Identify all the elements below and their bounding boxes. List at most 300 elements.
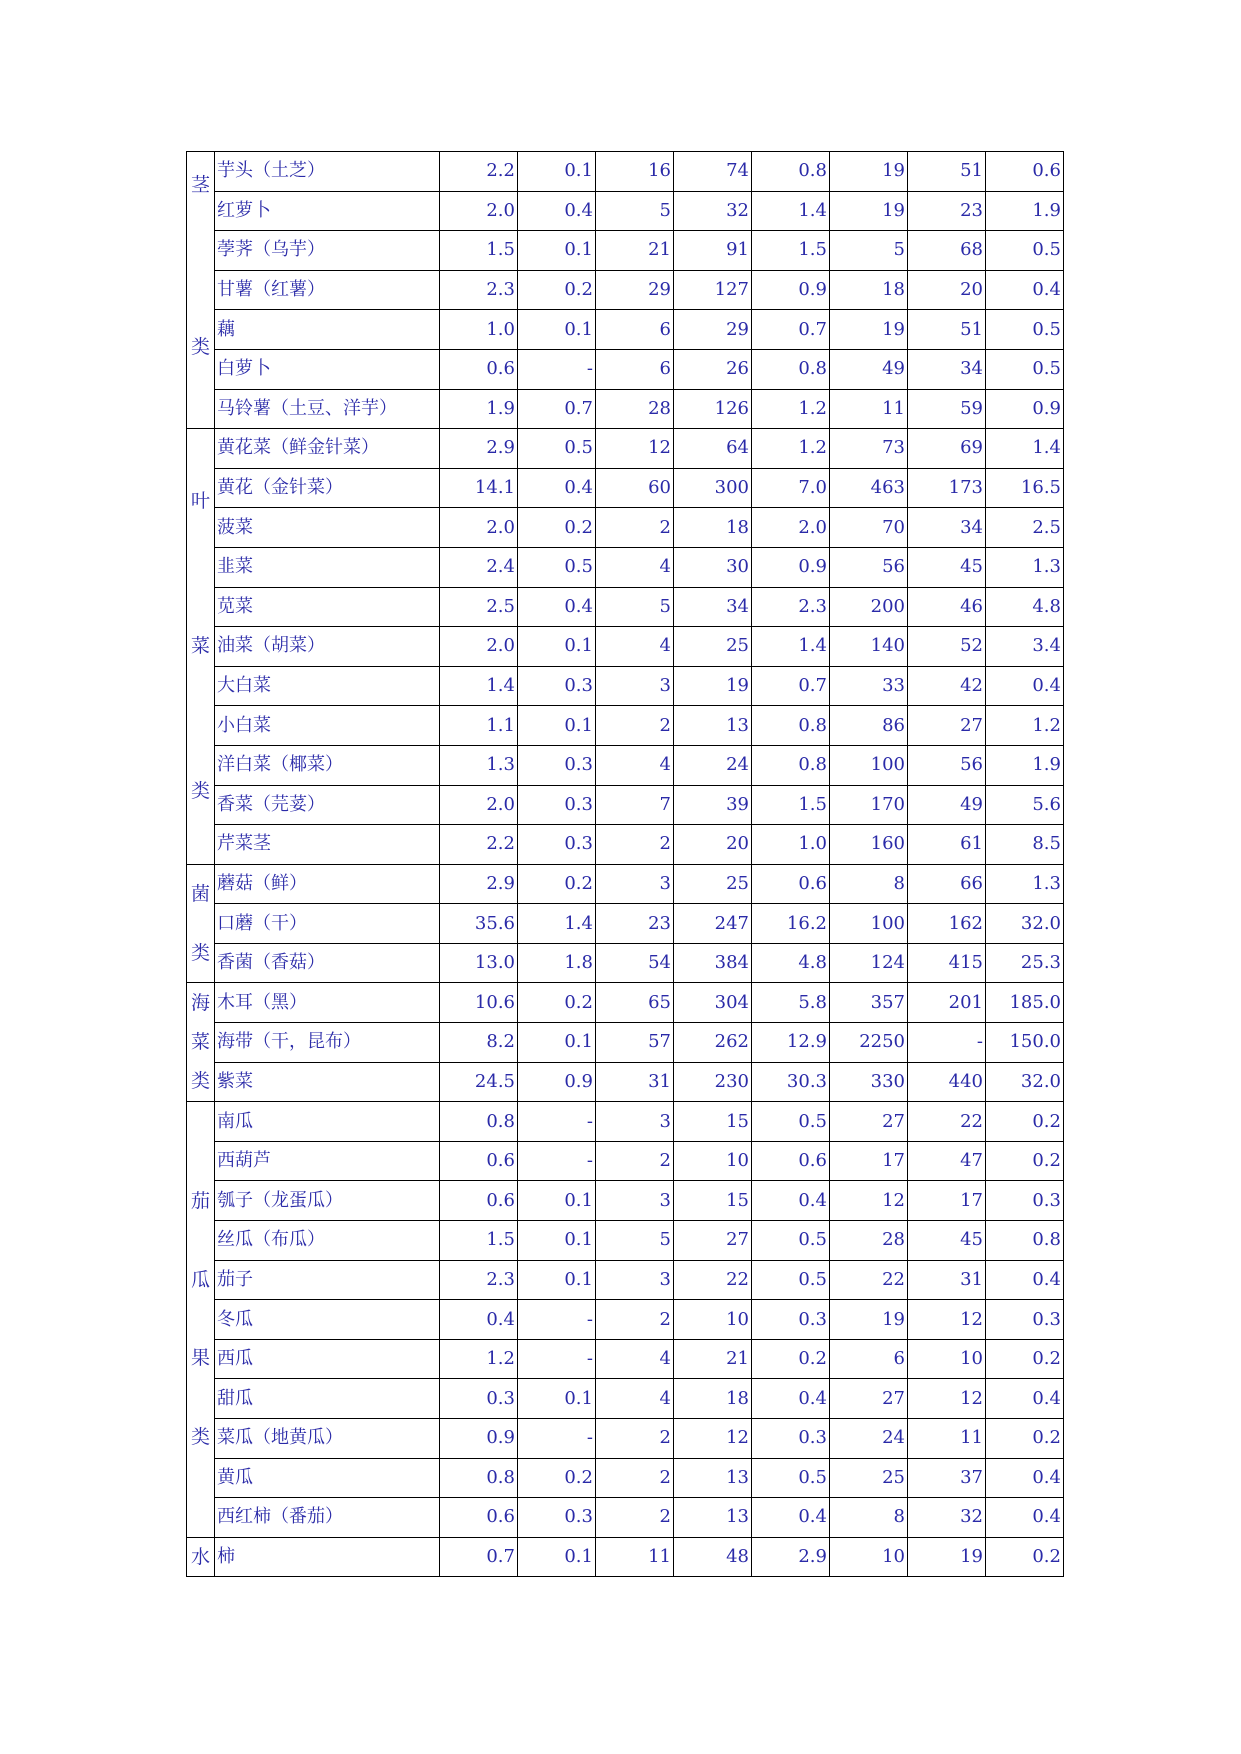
value-cell: 0.1: [518, 1379, 596, 1419]
value-cell: 162: [908, 904, 986, 944]
value-cell: 0.6: [440, 349, 518, 389]
category-char: 菜: [190, 1030, 210, 1053]
value-cell: 64: [674, 429, 752, 469]
value-cell: 2.3: [440, 270, 518, 310]
food-name-cell: 甜瓜: [215, 1379, 440, 1419]
value-cell: 1.3: [986, 547, 1064, 587]
category-char: 瓜: [190, 1268, 210, 1291]
value-cell: 24: [830, 1419, 908, 1459]
food-name-cell: 马铃薯（土豆、洋芋）: [215, 389, 440, 429]
category-label: [189, 865, 212, 983]
table-row: [187, 864, 1064, 904]
value-cell: 19: [908, 1537, 986, 1577]
value-cell: 5: [596, 1221, 674, 1261]
value-cell: 4.8: [752, 943, 830, 983]
value-cell: 300: [674, 468, 752, 508]
category-char: 类: [190, 335, 210, 358]
category-char: 叶: [190, 490, 210, 513]
value-cell: 11: [908, 1419, 986, 1459]
value-cell: 0.1: [518, 310, 596, 350]
value-cell: 3: [596, 1260, 674, 1300]
value-cell: 17: [908, 1181, 986, 1221]
value-cell: 37: [908, 1458, 986, 1498]
value-cell: 0.2: [518, 508, 596, 548]
food-name-cell: 小白菜: [215, 706, 440, 746]
table-row: [187, 1260, 1064, 1300]
food-name-cell: 韭菜: [215, 547, 440, 587]
value-cell: 27: [830, 1102, 908, 1142]
value-cell: 0.4: [518, 468, 596, 508]
value-cell: 66: [908, 864, 986, 904]
value-cell: 3: [596, 864, 674, 904]
category-label: [189, 429, 212, 864]
value-cell: 32: [908, 1498, 986, 1538]
value-cell: 0.8: [752, 706, 830, 746]
food-name-cell: 大白菜: [215, 666, 440, 706]
value-cell: 0.6: [440, 1141, 518, 1181]
value-cell: -: [518, 1300, 596, 1340]
value-cell: 30.3: [752, 1062, 830, 1102]
table-row: [187, 1141, 1064, 1181]
value-cell: 0.1: [518, 1221, 596, 1261]
value-cell: 2.0: [752, 508, 830, 548]
value-cell: 61: [908, 825, 986, 865]
value-cell: 1.5: [752, 785, 830, 825]
value-cell: 0.4: [752, 1379, 830, 1419]
value-cell: 0.8: [440, 1102, 518, 1142]
value-cell: 1.0: [752, 825, 830, 865]
value-cell: 124: [830, 943, 908, 983]
table-row: [187, 785, 1064, 825]
value-cell: 1.2: [752, 389, 830, 429]
value-cell: 1.5: [752, 231, 830, 271]
value-cell: 2.2: [440, 152, 518, 192]
value-cell: 440: [908, 1062, 986, 1102]
value-cell: 16: [596, 152, 674, 192]
value-cell: 1.3: [440, 745, 518, 785]
value-cell: 29: [596, 270, 674, 310]
food-name-cell: 香菜（芫荽）: [215, 785, 440, 825]
value-cell: 0.5: [518, 429, 596, 469]
value-cell: 2: [596, 1498, 674, 1538]
category-label: [189, 1102, 212, 1537]
food-name-cell: 茄子: [215, 1260, 440, 1300]
table-row: [187, 587, 1064, 627]
value-cell: 7.0: [752, 468, 830, 508]
value-cell: 0.9: [752, 547, 830, 587]
value-cell: -: [518, 1339, 596, 1379]
value-cell: 6: [830, 1339, 908, 1379]
value-cell: 1.4: [752, 627, 830, 667]
value-cell: 0.5: [752, 1221, 830, 1261]
table-row: [187, 1379, 1064, 1419]
food-name-cell: 黄花菜（鲜金针菜）: [215, 429, 440, 469]
food-name-cell: 洋白菜（椰菜）: [215, 745, 440, 785]
value-cell: 10: [674, 1141, 752, 1181]
value-cell: 0.6: [440, 1181, 518, 1221]
value-cell: 0.8: [440, 1458, 518, 1498]
value-cell: 13: [674, 1498, 752, 1538]
value-cell: 5: [596, 587, 674, 627]
value-cell: 42: [908, 666, 986, 706]
value-cell: 0.4: [518, 587, 596, 627]
value-cell: 31: [596, 1062, 674, 1102]
value-cell: 1.0: [440, 310, 518, 350]
value-cell: 304: [674, 983, 752, 1023]
value-cell: 15: [674, 1181, 752, 1221]
value-cell: 47: [908, 1141, 986, 1181]
food-name-cell: 瓠子（龙蛋瓜）: [215, 1181, 440, 1221]
value-cell: 0.2: [518, 1458, 596, 1498]
value-cell: 2: [596, 1458, 674, 1498]
table-row: [187, 1221, 1064, 1261]
value-cell: 3: [596, 666, 674, 706]
value-cell: 2: [596, 1141, 674, 1181]
value-cell: 51: [908, 310, 986, 350]
value-cell: 12: [596, 429, 674, 469]
value-cell: 19: [830, 152, 908, 192]
value-cell: 1.4: [986, 429, 1064, 469]
food-name-cell: 荸荠（乌芋）: [215, 231, 440, 271]
value-cell: 100: [830, 745, 908, 785]
value-cell: 0.3: [518, 825, 596, 865]
value-cell: 1.4: [752, 191, 830, 231]
value-cell: 34: [908, 508, 986, 548]
food-name-cell: 香菌（香菇）: [215, 943, 440, 983]
value-cell: 0.6: [752, 864, 830, 904]
food-name-cell: 芹菜茎: [215, 825, 440, 865]
value-cell: 0.2: [986, 1537, 1064, 1577]
value-cell: 0.8: [986, 1221, 1064, 1261]
value-cell: 0.8: [752, 152, 830, 192]
value-cell: 5.8: [752, 983, 830, 1023]
value-cell: 185.0: [986, 983, 1064, 1023]
value-cell: 0.4: [986, 1260, 1064, 1300]
category-char: 类: [190, 1070, 210, 1093]
category-cell: [187, 1102, 215, 1538]
value-cell: 100: [830, 904, 908, 944]
value-cell: 0.7: [752, 310, 830, 350]
value-cell: -: [518, 1141, 596, 1181]
value-cell: 0.1: [518, 1260, 596, 1300]
value-cell: 1.9: [986, 745, 1064, 785]
value-cell: 1.9: [440, 389, 518, 429]
value-cell: 0.5: [986, 310, 1064, 350]
value-cell: 1.4: [518, 904, 596, 944]
category-cell: [187, 152, 215, 429]
value-cell: 10: [830, 1537, 908, 1577]
table-row: [187, 389, 1064, 429]
value-cell: 384: [674, 943, 752, 983]
value-cell: 13.0: [440, 943, 518, 983]
value-cell: 1.4: [440, 666, 518, 706]
value-cell: 39: [674, 785, 752, 825]
value-cell: 32.0: [986, 1062, 1064, 1102]
value-cell: 4.8: [986, 587, 1064, 627]
value-cell: 34: [908, 349, 986, 389]
value-cell: 2250: [830, 1023, 908, 1063]
value-cell: 4: [596, 1339, 674, 1379]
category-char: 茎: [190, 173, 210, 196]
table-row: [187, 349, 1064, 389]
value-cell: 0.3: [440, 1379, 518, 1419]
table-row: [187, 547, 1064, 587]
category-label: [189, 983, 212, 1101]
value-cell: 0.4: [518, 191, 596, 231]
value-cell: 17: [830, 1141, 908, 1181]
value-cell: 60: [596, 468, 674, 508]
value-cell: 4: [596, 1379, 674, 1419]
value-cell: 12: [908, 1379, 986, 1419]
value-cell: 0.1: [518, 1537, 596, 1577]
value-cell: 10: [908, 1339, 986, 1379]
value-cell: 19: [830, 310, 908, 350]
value-cell: 262: [674, 1023, 752, 1063]
value-cell: 463: [830, 468, 908, 508]
food-name-cell: 甘薯（红薯）: [215, 270, 440, 310]
value-cell: 0.3: [752, 1419, 830, 1459]
value-cell: 18: [674, 1379, 752, 1419]
value-cell: 357: [830, 983, 908, 1023]
table-row: [187, 706, 1064, 746]
value-cell: 0.3: [518, 666, 596, 706]
value-cell: 21: [674, 1339, 752, 1379]
value-cell: 0.3: [752, 1300, 830, 1340]
category-label: [189, 152, 212, 428]
value-cell: 35.6: [440, 904, 518, 944]
value-cell: 0.4: [440, 1300, 518, 1340]
value-cell: 33: [830, 666, 908, 706]
food-name-cell: 南瓜: [215, 1102, 440, 1142]
value-cell: 49: [830, 349, 908, 389]
value-cell: 10: [674, 1300, 752, 1340]
value-cell: 0.5: [752, 1102, 830, 1142]
table-row: [187, 1537, 1064, 1577]
value-cell: 3: [596, 1102, 674, 1142]
value-cell: 1.1: [440, 706, 518, 746]
value-cell: 173: [908, 468, 986, 508]
food-name-cell: 黄瓜: [215, 1458, 440, 1498]
value-cell: 30: [674, 547, 752, 587]
value-cell: 13: [674, 1458, 752, 1498]
value-cell: 13: [674, 706, 752, 746]
category-label: [189, 1538, 212, 1577]
value-cell: 2.9: [440, 429, 518, 469]
value-cell: 23: [908, 191, 986, 231]
value-cell: 2: [596, 1419, 674, 1459]
value-cell: 0.4: [986, 1458, 1064, 1498]
table-row: [187, 1458, 1064, 1498]
value-cell: 0.9: [752, 270, 830, 310]
value-cell: -: [518, 349, 596, 389]
value-cell: 0.6: [752, 1141, 830, 1181]
food-name-cell: 白萝卜: [215, 349, 440, 389]
value-cell: 0.3: [518, 785, 596, 825]
value-cell: 127: [674, 270, 752, 310]
value-cell: 0.4: [986, 270, 1064, 310]
value-cell: -: [908, 1023, 986, 1063]
value-cell: 0.1: [518, 152, 596, 192]
category-char: 类: [190, 1426, 210, 1449]
value-cell: 48: [674, 1537, 752, 1577]
value-cell: 140: [830, 627, 908, 667]
value-cell: 2.9: [440, 864, 518, 904]
value-cell: 1.2: [986, 706, 1064, 746]
value-cell: 12: [674, 1419, 752, 1459]
table-row: [187, 1300, 1064, 1340]
value-cell: 5: [596, 191, 674, 231]
table-row: [187, 191, 1064, 231]
value-cell: 170: [830, 785, 908, 825]
value-cell: 0.3: [518, 1498, 596, 1538]
value-cell: 20: [674, 825, 752, 865]
value-cell: 45: [908, 1221, 986, 1261]
value-cell: 52: [908, 627, 986, 667]
value-cell: 24: [674, 745, 752, 785]
value-cell: 12: [830, 1181, 908, 1221]
value-cell: 0.8: [752, 349, 830, 389]
value-cell: 28: [830, 1221, 908, 1261]
value-cell: 0.4: [752, 1181, 830, 1221]
category-cell: [187, 429, 215, 865]
category-char: 茄: [190, 1189, 210, 1212]
table-row: [187, 825, 1064, 865]
table-row: [187, 1419, 1064, 1459]
table-row: [187, 1181, 1064, 1221]
value-cell: 25: [674, 864, 752, 904]
value-cell: 23: [596, 904, 674, 944]
value-cell: 2: [596, 825, 674, 865]
value-cell: 2.9: [752, 1537, 830, 1577]
value-cell: 0.5: [986, 231, 1064, 271]
value-cell: 1.3: [986, 864, 1064, 904]
value-cell: 2.0: [440, 191, 518, 231]
table-row: [187, 666, 1064, 706]
value-cell: 8: [830, 1498, 908, 1538]
value-cell: 54: [596, 943, 674, 983]
value-cell: 12: [908, 1300, 986, 1340]
value-cell: 28: [596, 389, 674, 429]
value-cell: 0.3: [518, 745, 596, 785]
table-row: [187, 1062, 1064, 1102]
category-cell: [187, 864, 215, 983]
value-cell: 16.2: [752, 904, 830, 944]
category-char: 海: [190, 991, 210, 1014]
food-name-cell: 冬瓜: [215, 1300, 440, 1340]
value-cell: 25: [830, 1458, 908, 1498]
value-cell: 0.5: [518, 547, 596, 587]
value-cell: 0.2: [986, 1419, 1064, 1459]
food-name-cell: 西红柿（番茄）: [215, 1498, 440, 1538]
table-row: [187, 231, 1064, 271]
value-cell: 15: [674, 1102, 752, 1142]
table-row: [187, 270, 1064, 310]
value-cell: 6: [596, 349, 674, 389]
value-cell: 5.6: [986, 785, 1064, 825]
food-name-cell: 菜瓜（地黄瓜）: [215, 1419, 440, 1459]
value-cell: 19: [830, 191, 908, 231]
value-cell: 91: [674, 231, 752, 271]
value-cell: 4: [596, 627, 674, 667]
category-char: 果: [190, 1347, 210, 1370]
value-cell: 2.0: [440, 785, 518, 825]
food-name-cell: 藕: [215, 310, 440, 350]
nutrition-table: [186, 151, 1064, 1577]
value-cell: 1.2: [752, 429, 830, 469]
value-cell: 6: [596, 310, 674, 350]
table-row: [187, 1023, 1064, 1063]
value-cell: 1.9: [986, 191, 1064, 231]
food-name-cell: 油菜（胡菜）: [215, 627, 440, 667]
value-cell: 0.9: [440, 1419, 518, 1459]
value-cell: 31: [908, 1260, 986, 1300]
value-cell: 59: [908, 389, 986, 429]
value-cell: 150.0: [986, 1023, 1064, 1063]
value-cell: 49: [908, 785, 986, 825]
value-cell: 0.5: [986, 349, 1064, 389]
table-row: [187, 904, 1064, 944]
value-cell: 1.2: [440, 1339, 518, 1379]
food-name-cell: 丝瓜（布瓜）: [215, 1221, 440, 1261]
value-cell: 27: [908, 706, 986, 746]
value-cell: -: [518, 1419, 596, 1459]
value-cell: 0.4: [752, 1498, 830, 1538]
category-cell: [187, 983, 215, 1102]
value-cell: 45: [908, 547, 986, 587]
value-cell: 11: [596, 1537, 674, 1577]
value-cell: 0.7: [752, 666, 830, 706]
value-cell: 2: [596, 1300, 674, 1340]
value-cell: 8.2: [440, 1023, 518, 1063]
value-cell: 0.6: [440, 1498, 518, 1538]
table-row: [187, 627, 1064, 667]
table-row: [187, 310, 1064, 350]
food-name-cell: 木耳（黑）: [215, 983, 440, 1023]
value-cell: 22: [830, 1260, 908, 1300]
value-cell: 25.3: [986, 943, 1064, 983]
value-cell: 2: [596, 706, 674, 746]
table-row: [187, 508, 1064, 548]
value-cell: 1.5: [440, 1221, 518, 1261]
table-body: [187, 152, 1064, 1577]
value-cell: 0.2: [986, 1339, 1064, 1379]
value-cell: 160: [830, 825, 908, 865]
value-cell: 247: [674, 904, 752, 944]
value-cell: 74: [674, 152, 752, 192]
value-cell: 22: [674, 1260, 752, 1300]
value-cell: 32.0: [986, 904, 1064, 944]
table-row: [187, 1498, 1064, 1538]
value-cell: 0.2: [986, 1141, 1064, 1181]
value-cell: 19: [674, 666, 752, 706]
food-name-cell: 海带（干，昆布）: [215, 1023, 440, 1063]
category-cell: [187, 1537, 215, 1577]
table-row: [187, 983, 1064, 1023]
value-cell: 0.9: [986, 389, 1064, 429]
value-cell: 8: [830, 864, 908, 904]
value-cell: 3: [596, 1181, 674, 1221]
food-name-cell: 苋菜: [215, 587, 440, 627]
value-cell: 34: [674, 587, 752, 627]
value-cell: 4: [596, 547, 674, 587]
value-cell: 0.5: [752, 1260, 830, 1300]
value-cell: 20: [908, 270, 986, 310]
value-cell: 0.2: [518, 270, 596, 310]
value-cell: 126: [674, 389, 752, 429]
food-name-cell: 紫菜: [215, 1062, 440, 1102]
value-cell: 16.5: [986, 468, 1064, 508]
value-cell: 8.5: [986, 825, 1064, 865]
